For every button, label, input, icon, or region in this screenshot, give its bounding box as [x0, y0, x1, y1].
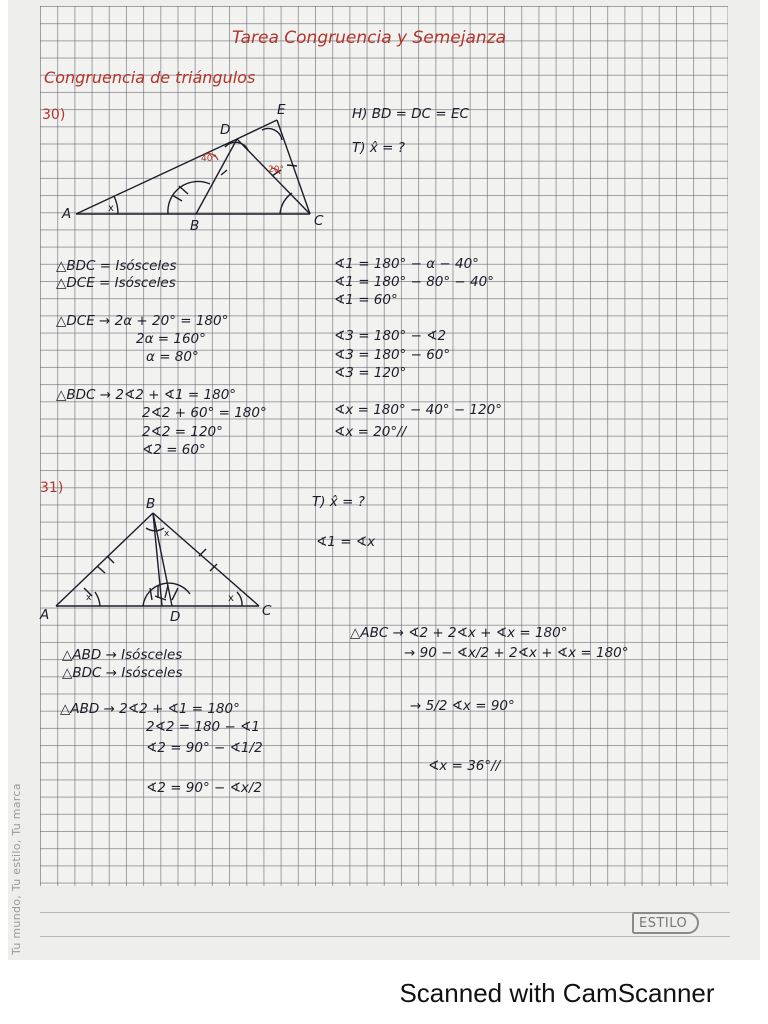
point-C-31: C [262, 603, 272, 619]
p30-right-6: ∢3 = 120° [334, 365, 407, 381]
section-title: Congruencia de triángulos [44, 68, 256, 87]
p30-left-3: △DCE → 2α + 20° = 180° [56, 313, 229, 329]
scanner-watermark-text: Scanned with CamScanner [399, 978, 715, 1008]
p30-left-7: 2∢2 + 60° = 180° [142, 405, 267, 421]
p30-right-7: ∢x = 180° − 40° − 120° [334, 402, 502, 418]
point-C-30: C [314, 213, 324, 229]
p31-left-2: △BDC → Isósceles [62, 665, 183, 681]
p30-left-2: △DCE = Isósceles [56, 275, 176, 291]
p30-left-5: α = 80° [146, 349, 199, 365]
angle-x-30: x [108, 203, 114, 214]
p30-right-3: ∢1 = 60° [334, 292, 398, 308]
p30-right-5: ∢3 = 180° − 60° [334, 347, 451, 363]
p31-right-1: △ABC → ∢2 + 2∢x + ∢x = 180° [350, 625, 568, 641]
p31-right-2: → 90 − ∢x/2 + 2∢x + ∢x = 180° [404, 645, 629, 661]
p31-left-1: △ABD → Isósceles [62, 647, 183, 663]
angle-x-31-c: x [228, 593, 234, 604]
problem-31-number: 31) [40, 480, 64, 496]
problem-30-hypothesis: H) BD = DC = EC [352, 106, 469, 122]
problem-30-number: 30) [42, 107, 66, 123]
p30-right-4: ∢3 = 180° − ∢2 [334, 328, 447, 344]
p30-left-1: △BDC = Isósceles [56, 258, 177, 274]
scanner-watermark [0, 978, 768, 1009]
p31-right-4: ∢x = 36°// [428, 758, 501, 774]
sidebar-slogan: Tu mundo, Tu estilo, Tu marca [10, 783, 23, 955]
p30-right-2: ∢1 = 180° − 80° − 40° [334, 274, 494, 290]
angle-x-31-a: x [86, 593, 92, 603]
point-D-31: D [170, 609, 181, 625]
p31-right-3: → 5/2 ∢x = 90° [410, 698, 515, 714]
p31-left-3: △ABD → 2∢2 + ∢1 = 180° [60, 701, 240, 717]
p30-left-6: △BDC → 2∢2 + ∢1 = 180° [56, 387, 237, 403]
problem-30-thesis: T) x̂ = ? [352, 140, 405, 156]
angle-x-31-b: x [164, 529, 170, 539]
p30-left-4: 2α = 160° [136, 331, 206, 347]
point-A-30: A [62, 206, 72, 222]
point-B-30: B [190, 218, 200, 234]
p31-left-6: ∢2 = 90° − ∢x/2 [146, 780, 263, 796]
p30-right-8: ∢x = 20°// [334, 424, 407, 440]
point-A-31: A [40, 607, 50, 623]
point-D-30: D [220, 122, 231, 138]
problem-31-given: ∢1 = ∢x [316, 534, 376, 550]
point-B-31: B [146, 496, 156, 512]
point-E-30: E [277, 102, 286, 118]
page-title: Tarea Congruencia y Semejanza [232, 28, 507, 48]
p31-left-4: 2∢2 = 180 − ∢1 [146, 719, 260, 735]
p30-right-1: ∢1 = 180° − α − 40° [334, 256, 479, 272]
angle-20-30: 20° [268, 165, 284, 175]
p31-left-5: ∢2 = 90° − ∢1/2 [146, 740, 263, 756]
p30-left-8: 2∢2 = 120° [142, 424, 223, 440]
angle-40-30: 40° [201, 154, 217, 164]
brand-logo: ESTILO [632, 912, 699, 934]
problem-31-thesis: T) x̂ = ? [312, 494, 365, 510]
p30-left-9: ∢2 = 60° [142, 442, 206, 458]
